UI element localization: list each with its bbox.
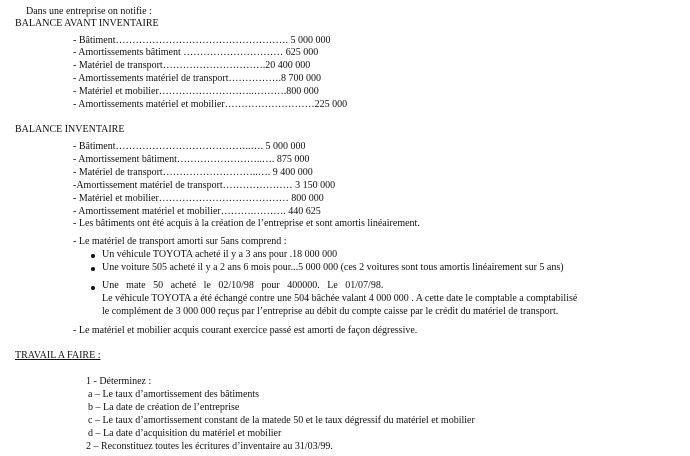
balance1-row: - Amortissements matériel de transport…………….8 700 000 <box>73 73 322 84</box>
question-1-item: c – Le taux d’amortissement constant de la matede 50 et le taux dégressif du matériel et mobilier <box>88 415 475 426</box>
balance1-row: - Matériel et mobilier………………………..……….800 000 <box>73 86 319 97</box>
balance1-row: - Bâtiment……………………………………………. 5 000 000 <box>73 35 331 46</box>
balance-inventory-title: BALANCE INVENTAIRE <box>15 124 125 135</box>
balance2-row: - Matériel de transport………………………..…. 9 400 000 <box>73 167 313 178</box>
balance-before-inventory-title: BALANCE AVANT INVENTAIRE <box>15 18 159 29</box>
bullet-icon <box>91 267 95 271</box>
balance2-row: - Matériel et mobilier………………………………… 800 000 <box>73 193 324 204</box>
work-title: TRAVAIL A FAIRE : <box>15 350 101 361</box>
transport-bullet: Un véhicule TOYOTA acheté il y a 3 ans pour .18 000 000 <box>102 249 338 260</box>
question-2: 2 – Reconstituez toutes les écritures d’inventaire au 31/03/99. <box>86 441 333 452</box>
toyota-exchange-line: le complément de 3 000 000 reçus par l’entreprise au débit du compte caisse par le crédit du matériel de transport. <box>102 306 559 317</box>
intro-text: Dans une entreprise on notifie : <box>26 6 152 17</box>
question-1-item: a – Le taux d’amortissement des bâtiments <box>88 389 260 400</box>
toyota-exchange-line: Le véhicule TOYOTA a été échangé contre une 504 bâchée valant 4 000 000 . A cette date le comptable a comptabilisé <box>102 293 578 304</box>
bullet-icon <box>91 286 95 290</box>
question-1: 1 - Déterminez : <box>86 376 152 387</box>
balance1-row: - Amortissements bâtiment ………………………… 625 000 <box>73 47 319 58</box>
question-1-item: d – La date d’acquisition du matériel et mobilier <box>88 428 282 439</box>
balance1-row: - Matériel de transport………………………….20 400 000 <box>73 60 311 71</box>
balance2-row: - Bâtiment…………………………………..…. 5 000 000 <box>73 141 306 152</box>
note-buildings: - Les bâtiments ont été acquis à la création de l’entreprise et sont amortis linéairement. <box>73 218 420 229</box>
balance1-row: - Amortissements matériel et mobilier………………………225 000 <box>73 99 348 110</box>
bullet-icon <box>91 254 95 258</box>
balance2-row: - Amortissement bâtiment……………………..…. 875 000 <box>73 154 310 165</box>
transport-bullet: Une voiture 505 acheté il y a 2 ans 6 mois pour...5 000 000 (ces 2 voitures sont tous amortis linéairement sur 5 ans) <box>102 262 564 273</box>
transport-bullet: Une mate 50 acheté le 02/10/98 pour 400000. Le 01/07/98. <box>102 280 384 291</box>
question-1-item: b – La date de création de l’entreprise <box>88 402 240 413</box>
balance2-row: -Amortissement matériel de transport………………… 3 150 000 <box>73 180 336 191</box>
balance2-row: - Amortissement matériel et mobilier……….………. 440 625 <box>73 206 321 217</box>
note-transport-intro: - Le matériel de transport amorti sur 5ans comprend : <box>73 236 287 247</box>
note-furniture: - Le matériel et mobilier acquis courant exercice passé est amorti de façon dégressive. <box>73 325 418 336</box>
